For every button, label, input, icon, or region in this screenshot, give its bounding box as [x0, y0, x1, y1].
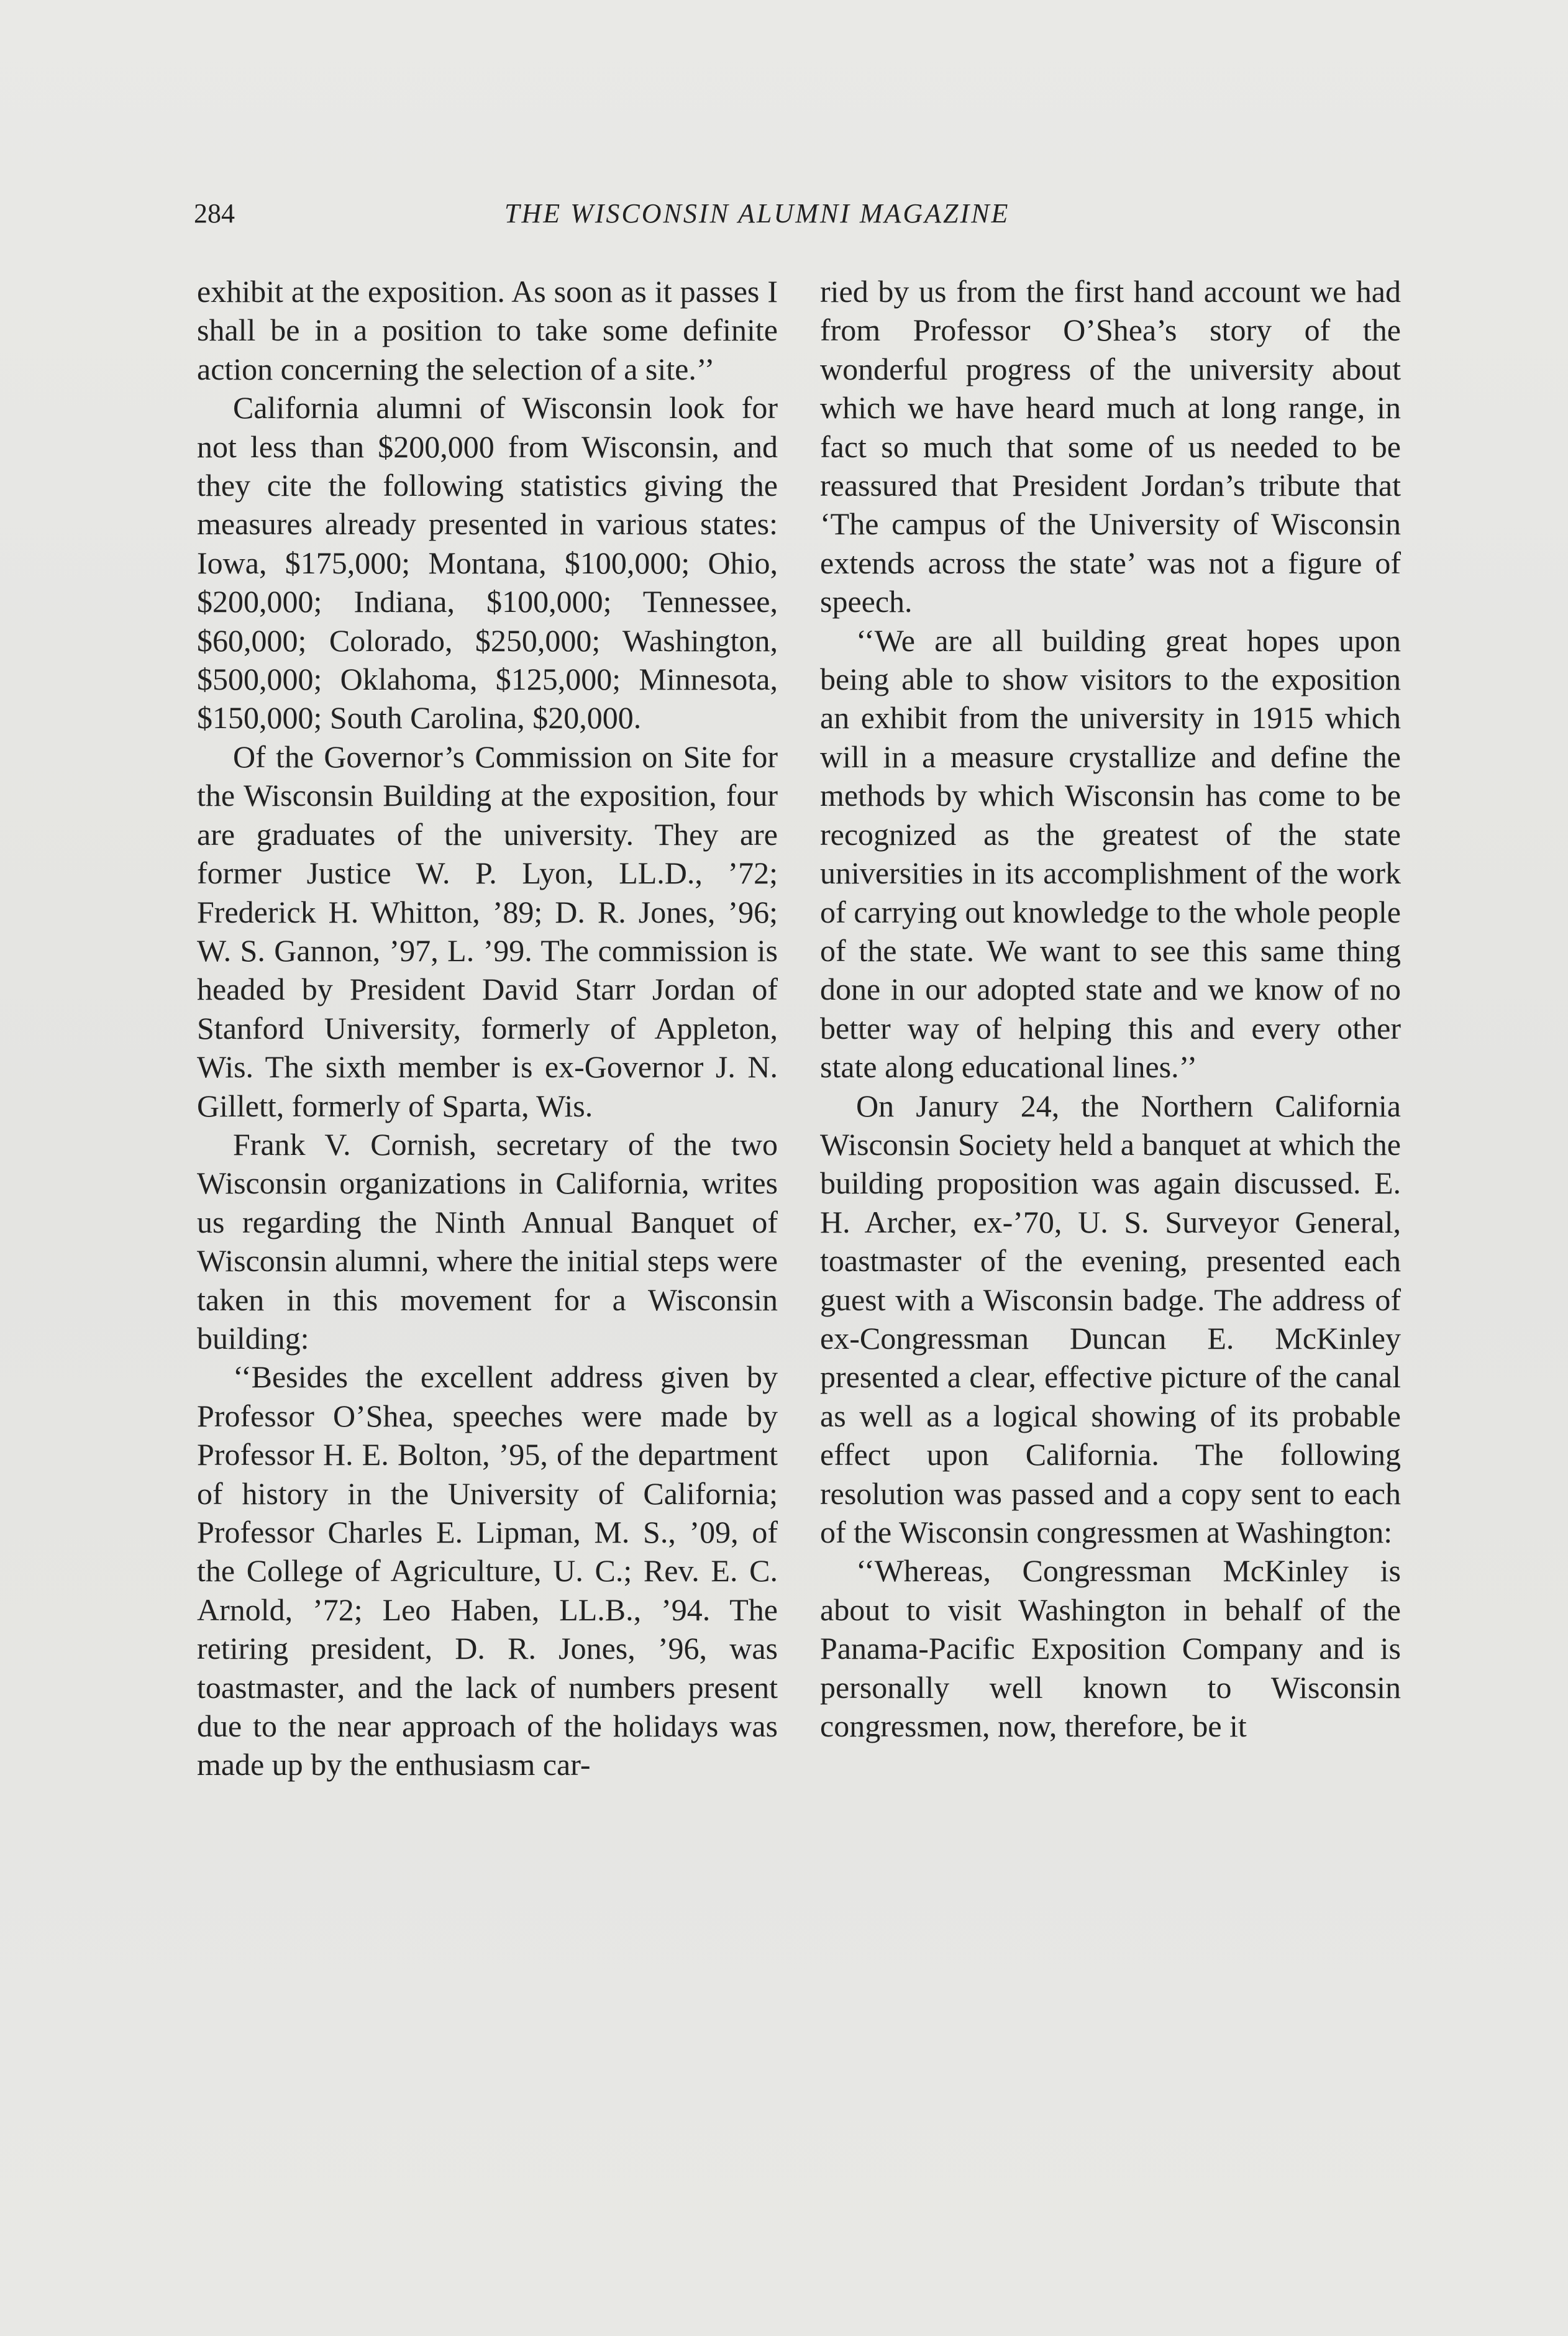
page-header: [194, 198, 1399, 235]
paragraph: On Janury 24, the Northern California Wisconsin Society held a banquet at which the building proposition was again discussed. E. H. Archer, ex-’70, U. S. Surveyor General, toastmaster of the evening, presented each guest with a Wisconsin badge. The address of ex-Congressman Duncan E. McKinley presented a clear, effective picture of the canal as well as a logical showing of its probable effect upon California. The following resolution was passed and a copy sent to each of the Wisconsin congressmen at Washington:: [820, 1088, 1401, 1549]
paragraph: Frank V. Cornish, secretary of the two Wisconsin organizations in California, writes us regarding the Ninth Annual Banquet of Wisconsin alumni, where the initial steps were taken in this movement for a Wisconsin building:: [197, 1126, 778, 1356]
paragraph: ried by us from the first hand account we had from Professor O’Shea’s story of the wonderful progress of the university about which we have heard much at long range, in fact so much that some of us needed to be reassured that President Jordan’s tribute that ‘The campus of the University of Wisconsin extends across the state’ was not a figure of speech.: [820, 274, 1401, 619]
page-number: 284: [194, 198, 235, 229]
paragraph: California alumni of Wisconsin look for not less than $200,000 from Wisconsin, and they cite the following statistics giving the measures already presented in various states: Iowa, $175,000; Montana, $100,000; Ohio, $200,000; Indiana, $100,000; Tennessee, $60,000; Colorado, $250,000; Washington, $500,000; Oklahoma, $125,000; Minnesota, $150,000; South Carolina, $20,000.: [197, 390, 778, 736]
right-column: [820, 272, 1401, 1745]
left-column: [197, 272, 778, 1784]
paragraph: Of the Governor’s Commission on Site for the Wisconsin Building at the exposition, four are graduates of the university. They are former Justice W. P. Lyon, LL.D., ’72; Frederick H. Whitton, ’89; D. R. Jones, ’96; W. S. Gannon, ’97, L. ’99. The commission is headed by President David Starr Jordan of Stanford University, formerly of Appleton, Wis. The sixth member is ex-Governor J. N. Gillett, formerly of Sparta, Wis.: [197, 739, 778, 1123]
paragraph: ‘‘Whereas, Congressman McKinley is about to visit Washington in behalf of the Panama-Pacific Exposition Company and is personally well known to Wisconsin congressmen, now, therefore, be it: [820, 1553, 1401, 1744]
paragraph: exhibit at the exposition. As soon as it passes I shall be in a position to take some definite action concerning the selection of a site.’’: [197, 274, 778, 386]
paragraph: ‘‘Besides the excellent address given by Professor O’Shea, speeches were made by Professor H. E. Bolton, ’95, of the department of history in the University of California; Professor Charles E. Lipman, M. S., ’09, of the College of Agriculture, U. C.; Rev. E. C. Arnold, ’72; Leo Haben, LL.B., ’94. The retiring president, D. R. Jones, ’96, was toastmaster, and the lack of numbers present due to the near approach of the holidays was made up by the enthusiasm car-: [197, 1359, 778, 1782]
running-title: THE WISCONSIN ALUMNI MAGAZINE: [504, 198, 1010, 229]
paragraph: ‘‘We are all building great hopes upon being able to show visitors to the exposition an exhibit from the university in 1915 which will in a measure crystallize and define the methods by which Wisconsin has come to be recognized as the greatest of the state universities in its accomplishment of the work of carrying out knowledge to the whole people of the state. We want to see this same thing done in our adopted state and we know of no better way of helping this and every other state along educational lines.’’: [820, 623, 1401, 1085]
